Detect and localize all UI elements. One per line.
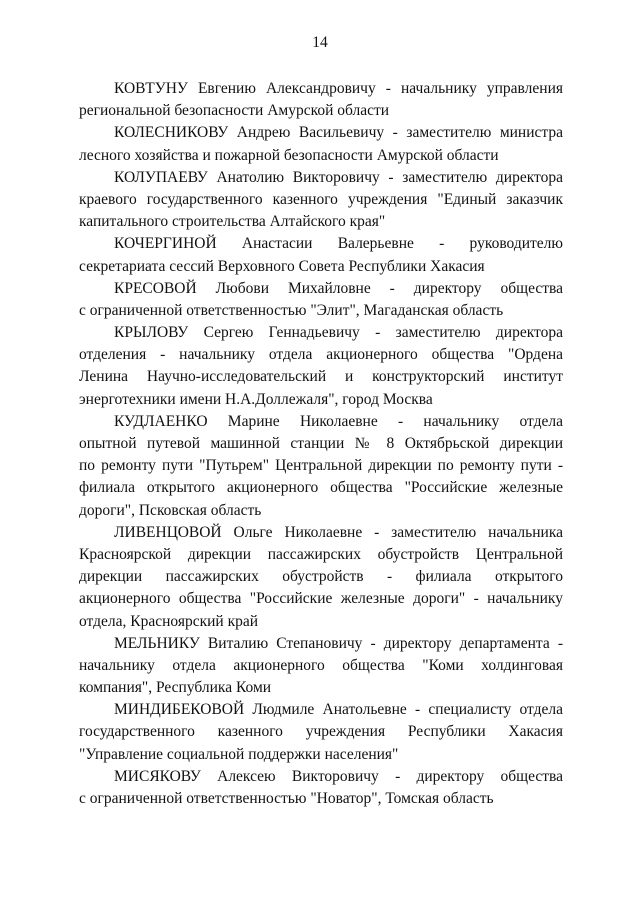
entry-line: секретариата сессий Верховного Совета Республики Хакасия	[79, 257, 485, 275]
entry-line: КОВТУНУ Евгению Александровичу - начальнику управления	[114, 80, 563, 97]
entry-line: Ленина Научно-исследовательский и конструкторский институт	[79, 368, 563, 386]
entry-line: с ограниченной ответственностью "Новатор", Томская область	[79, 790, 494, 807]
entry-line: КРЫЛОВУ Сергею Геннадьевичу - заместителю директора	[114, 324, 563, 342]
entry-line: краевого государственного казенного учреждения "Единый заказчик	[79, 190, 563, 208]
entry-line: МИСЯКОВУ Алексею Викторовичу - директору общества	[114, 767, 563, 785]
list-entry	[79, 633, 563, 700]
entry-line: дороги", Псковская область	[79, 501, 262, 519]
entry-line: компания", Республика Коми	[79, 679, 272, 697]
entry-line: Красноярской дирекции пассажирских обустройств Центральной	[79, 545, 563, 563]
entry-line: отдела, Красноярский край	[79, 612, 259, 630]
list-entry	[79, 699, 563, 766]
entry-line: лесного хозяйства и пожарной безопасности Амурской области	[79, 146, 499, 164]
entry-line: КРЕСОВОЙ Любови Михайловне - директору общества	[114, 279, 563, 297]
list-entry	[79, 278, 563, 322]
entry-line: опытной путевой машинной станции № 8 Октябрьской дирекции	[79, 435, 563, 452]
entry-line: акционерного общества "Российские железные дороги" - начальнику	[79, 590, 563, 608]
award-list	[79, 78, 563, 810]
list-entry	[79, 411, 563, 522]
entry-line: КУДЛАЕНКО Марине Николаевне - начальнику отдела	[114, 412, 563, 430]
entry-line: дирекции пассажирских обустройств - филиала открытого	[79, 568, 563, 586]
entry-line: отделения - начальнику отдела акционерного общества "Ордена	[79, 346, 563, 364]
entry-line: капитального строительства Алтайского края"	[79, 213, 386, 231]
entry-line: КОЛУПАЕВУ Анатолию Викторовичу - заместителю директора	[114, 168, 563, 186]
list-entry	[79, 122, 563, 166]
entry-line: МИНДИБЕКОВОЙ Людмиле Анатольевне - специалисту отдела	[114, 701, 563, 719]
entry-line: КОЧЕРГИНОЙ Анастасии Валерьевне - руководителю	[114, 235, 563, 253]
page-number: 14	[312, 34, 328, 51]
entry-line: по ремонту пути "Путьрем" Центральной дирекции по ремонту пути -	[79, 457, 563, 475]
entry-line: с ограниченной ответственностью "Элит", Магаданская область	[79, 301, 504, 319]
list-entry	[79, 322, 563, 411]
list-entry	[79, 522, 563, 633]
list-entry	[79, 78, 563, 122]
entry-line: филиала открытого акционерного общества "Российские железные	[79, 479, 563, 497]
entry-line: региональной безопасности Амурской области	[79, 102, 390, 120]
entry-line: государственного казенного учреждения Республики Хакасия	[79, 723, 563, 741]
entry-line: начальнику отдела акционерного общества "Коми холдинговая	[79, 656, 563, 674]
list-entry	[79, 167, 563, 234]
entry-line: КОЛЕСНИКОВУ Андрею Васильевичу - заместителю министра	[114, 124, 563, 142]
entry-line: МЕЛЬНИКУ Виталию Степановичу - директору департамента -	[114, 634, 563, 652]
entry-line: "Управление социальной поддержки населения"	[79, 745, 399, 763]
entry-line: ЛИВЕНЦОВОЙ Ольге Николаевне - заместителю начальника	[114, 523, 563, 541]
list-entry	[79, 766, 563, 810]
list-entry	[79, 233, 563, 277]
entry-line: энерготехники имени Н.А.Доллежаля", город Москва	[79, 390, 433, 408]
